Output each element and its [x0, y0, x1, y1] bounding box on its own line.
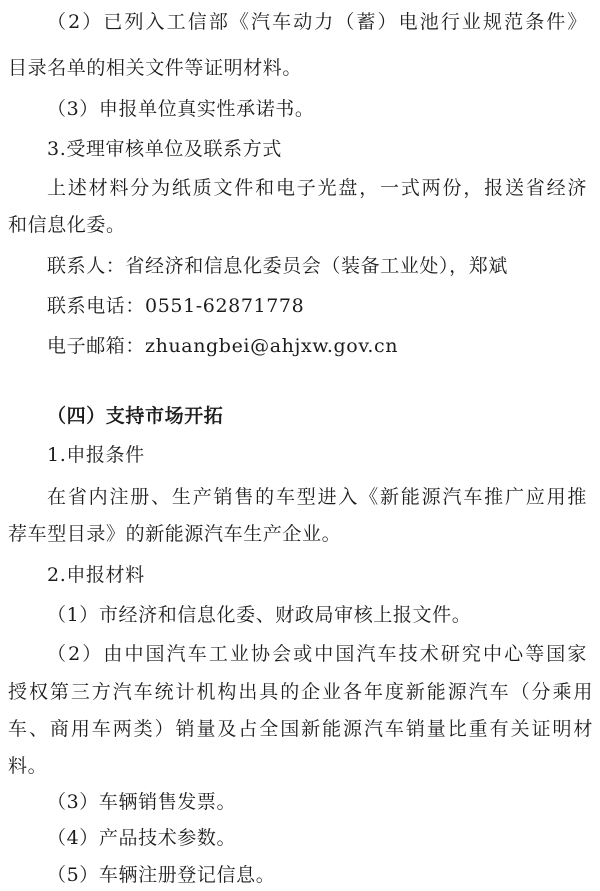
text-line-12: 在省内注册、生产销售的车型进入《新能源汽车推广应用推 — [47, 486, 587, 508]
contact-phone: 联系电话：0551-62871778 — [47, 295, 305, 317]
text-line-3: （3）申报单位真实性承诺书。 — [47, 98, 315, 120]
text-line-21: （4）产品技术参数。 — [47, 827, 237, 849]
contact-person: 联系人：省经济和信息化委员会（装备工业处），郑斌 — [47, 255, 508, 277]
text-line-17: 授权第三方汽车统计机构出具的企业各年度新能源汽车（分乘用 — [8, 681, 593, 703]
section-heading-market: （四）支持市场开拓 — [47, 405, 224, 427]
contact-email: 电子邮箱：zhuangbei@ahjxw.gov.cn — [47, 335, 399, 357]
text-line-19: 料。 — [8, 755, 48, 777]
text-line-22: （5）车辆注册登记信息。 — [47, 864, 276, 886]
text-line-1: （2）已列入工信部《汽车动力（蓄）电池行业规范条件》 — [47, 11, 587, 33]
subheading-materials: 2.申报材料 — [47, 564, 145, 586]
text-line-13: 荐车型目录》的新能源汽车生产企业。 — [8, 523, 342, 545]
subheading-conditions: 1.申报条件 — [47, 444, 145, 466]
text-line-6: 和信息化委。 — [8, 214, 126, 236]
section-heading-contact: 3.受理审核单位及联系方式 — [47, 138, 282, 160]
text-line-18: 车、商用车两类）销量及占全国新能源汽车销量比重有关证明材 — [8, 718, 593, 740]
text-line-2: 目录名单的相关文件等证明材料。 — [8, 57, 303, 79]
text-line-5: 上述材料分为纸质文件和电子光盘，一式两份，报送省经济 — [47, 177, 587, 199]
text-line-15: （1）市经济和信息化委、财政局审核上报文件。 — [47, 604, 472, 626]
text-line-20: （3）车辆销售发票。 — [47, 791, 237, 813]
text-line-16: （2）由中国汽车工业协会或中国汽车技术研究中心等国家 — [47, 643, 587, 665]
